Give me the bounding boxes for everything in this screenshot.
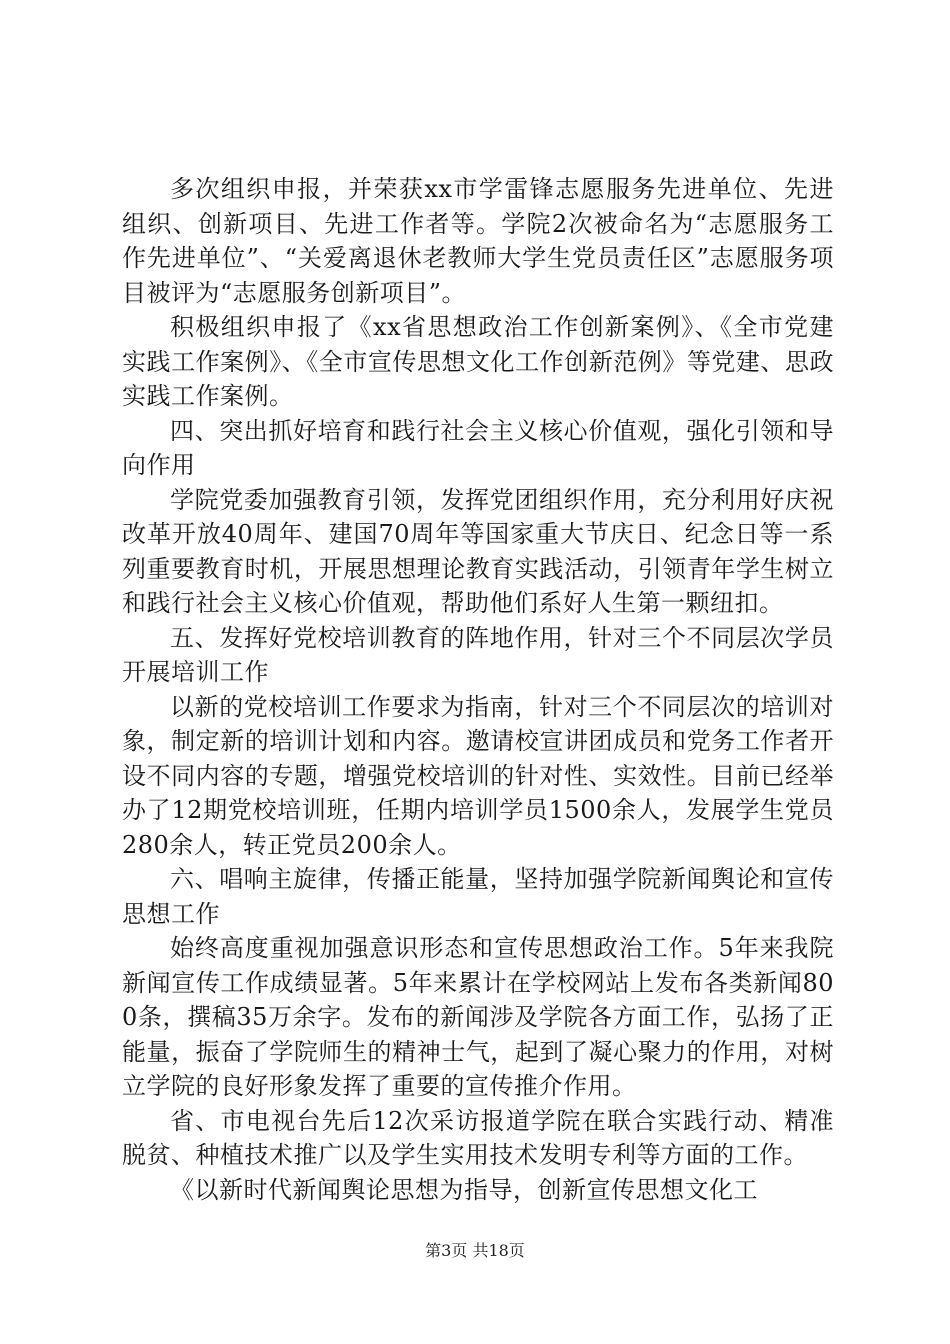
paragraph-tv-coverage: 省、市电视台先后12次采访报道学院在联合实践行动、精准脱贫、种植技术推广以及学生实用技术发明专利等方面的工作。	[122, 1106, 834, 1169]
paragraph-case-submissions: 积极组织申报了《xx省思想政治工作创新案例》、《全市党建实践工作案例》、《全市宣传思想文化工作创新范例》等党建、思政实践工作案例。	[122, 313, 834, 410]
page-number-footer: 第3页 共18页	[425, 1241, 525, 1260]
paragraph-continued: 《以新时代新闻舆论思想为指导，创新宣传思想文化工	[170, 1175, 758, 1204]
section-heading-six: 六、唱响主旋律，传播正能量，坚持加强学院新闻舆论和宣传思想工作	[122, 865, 834, 928]
paragraph-party-school: 以新的党校培训工作要求为指南，针对三个不同层次的培训对象，制定新的培训计划和内容。邀请校宣讲团成员和党务工作者开设不同内容的专题，增强党校培训的针对性、实效性。目前已经举办了12期党校培训班，任期内培训学员1500余人，发展学生党员280余人，转正党员200余人。	[122, 692, 834, 859]
section-heading-five: 五、发挥好党校培训教育的阵地作用，针对三个不同层次学员开展培训工作	[122, 623, 834, 686]
document-body	[122, 172, 834, 1207]
section-heading-four: 四、突出抓好培育和践行社会主义核心价值观，强化引领和导向作用	[122, 416, 834, 479]
paragraph-volunteer-awards: 多次组织申报，并荣获xx市学雷锋志愿服务先进单位、先进组织、创新项目、先进工作者等。学院2次被命名为“志愿服务工作先进单位”、“关爱离退休老教师大学生党员责任区”志愿服务项目被评为“志愿服务创新项目”。	[122, 175, 834, 307]
paragraph-news-publicity: 始终高度重视加强意识形态和宣传思想政治工作。5年来我院新闻宣传工作成绩显著。5年来累计在学校网站上发布各类新闻800条，撰稿35万余字。发布的新闻涉及学院各方面工作，弘扬了正能量，振奋了学院师生的精神士气，起到了凝心聚力的作用，对树立学院的良好形象发挥了重要的宣传推介作用。	[122, 934, 834, 1100]
paragraph-core-values: 学院党委加强教育引领，发挥党团组织作用，充分利用好庆祝改革开放40周年、建国70周年等国家重大节庆日、纪念日等一系列重要教育时机，开展思想理论教育实践活动，引领青年学生树立和践行社会主义核心价值观，帮助他们系好人生第一颗纽扣。	[122, 485, 834, 617]
